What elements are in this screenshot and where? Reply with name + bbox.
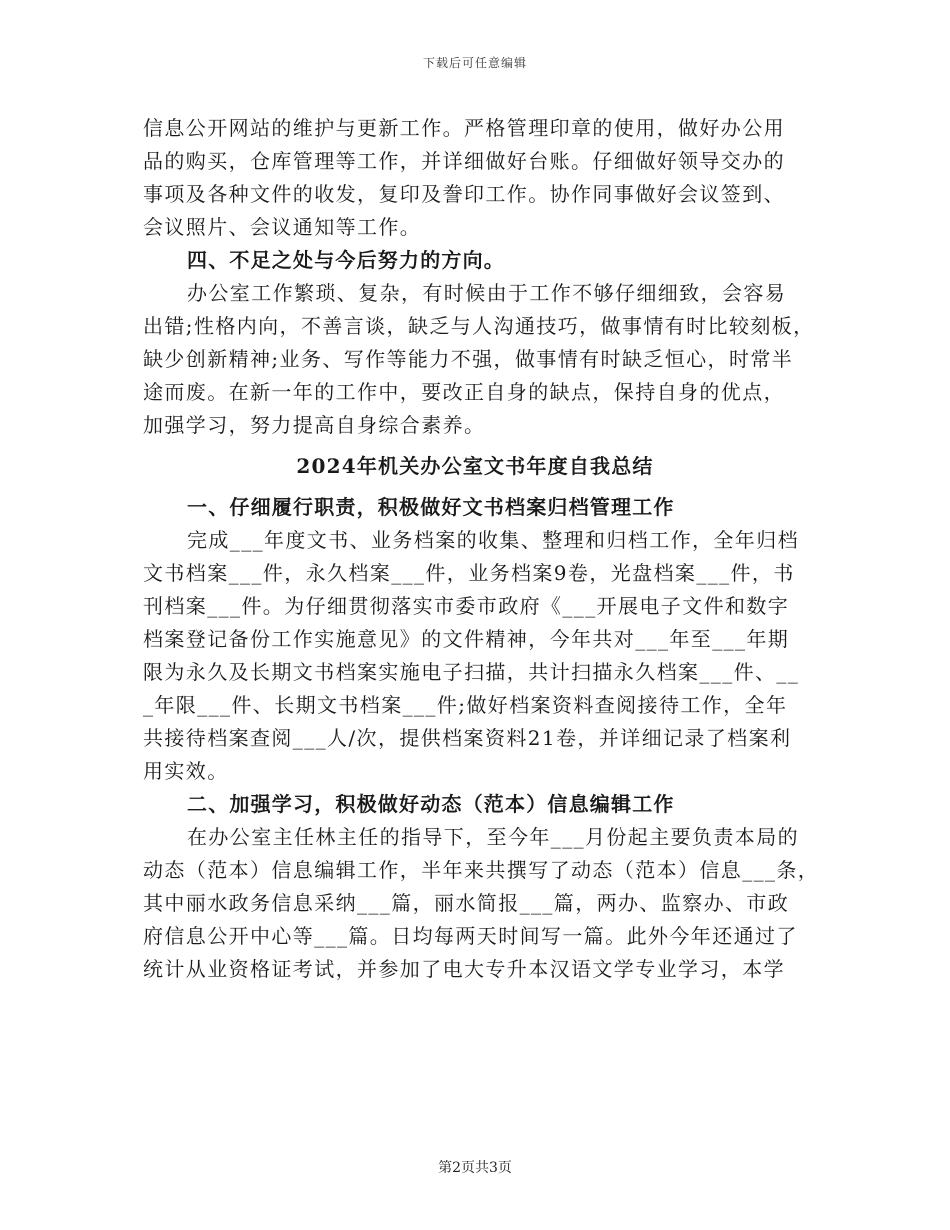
- document-title: 2024年机关办公室文书年度自我总结: [296, 454, 654, 478]
- text-line: 途而废。在新一年的工作中，要改正自身的缺点，保持自身的优点，: [143, 380, 785, 404]
- section-heading: 四、不足之处与今后努力的方向。: [187, 248, 505, 272]
- text-line: 品的购买，仓库管理等工作，并详细做好台账。仔细做好领导交办的: [143, 149, 785, 173]
- paragraph-shortcomings: [143, 277, 813, 442]
- section-heading: 二、加强学习，积极做好动态（范本）信息编辑工作: [187, 792, 675, 816]
- text-line: 缺少创新精神;业务、写作等能力不强，做事情有时缺乏恒心，时常半: [143, 347, 794, 371]
- text-line: 共接待档案查阅___人/次，提供档案资料21卷，并详细记录了档案利: [143, 726, 792, 750]
- text-line: 出错;性格内向，不善言谈，缺乏与人沟通技巧，做事情有时比较刻板，: [143, 314, 815, 338]
- text-line: 在办公室主任林主任的指导下，至今年___月份起主要负责本局的: [187, 825, 799, 849]
- text-line: 事项及各种文件的收发，复印及誊印工作。协作同事做好会议签到、: [143, 182, 785, 206]
- text-line: 文书档案___件，永久档案___件，业务档案9卷，光盘档案___件，书: [143, 561, 795, 585]
- page-number: 第2页共3页: [438, 1160, 512, 1176]
- section-heading: 一、仔细履行职责，积极做好文书档案归档管理工作: [187, 495, 675, 519]
- text-line: 办公室工作繁琐、复杂，有时候由于工作不够仔细细致，会容易: [187, 281, 787, 305]
- text-line: 完成___年度文书、业务档案的收集、整理和归档工作，全年归档: [187, 528, 799, 552]
- text-line: 其中丽水政务信息采纳___篇，丽水简报___篇，两办、监察办、市政: [143, 891, 790, 915]
- text-line: 统计从业资格证考试，并参加了电大专升本汉语文学专业学习，本学: [143, 957, 785, 981]
- paragraph-archives: [143, 524, 813, 788]
- paragraph-information: [143, 821, 820, 986]
- document-body: [143, 112, 820, 986]
- text-line: 信息公开网站的维护与更新工作。严格管理印章的使用，做好办公用: [143, 116, 785, 140]
- text-line: 档案登记备份工作实施意见》的文件精神，今年共对___年至___年期: [143, 627, 790, 651]
- paragraph-continuation: [143, 112, 813, 244]
- header-note: 下载后可任意编辑: [422, 56, 527, 70]
- text-line: 刊档案___件。为仔细贯彻落实市委市政府《___开展电子文件和数字: [143, 594, 790, 618]
- text-line: 加强学习，努力提高自身综合素养。: [143, 413, 486, 437]
- text-line: 会议照片、会议通知等工作。: [143, 215, 422, 239]
- text-line: 府信息公开中心等___篇。日均每两天时间写一篇。此外今年还通过了: [143, 924, 798, 948]
- text-line: 用实效。: [143, 759, 229, 783]
- text-line: 动态（范本）信息编辑工作，半年来共撰写了动态（范本）信息___条，: [143, 858, 820, 882]
- text-line: 限为永久及长期文书档案实施电子扫描，共计扫描永久档案___件、__: [143, 660, 800, 684]
- text-line: _年限___件、长期文书档案___件;做好档案资料查阅接待工作，全年: [143, 693, 788, 717]
